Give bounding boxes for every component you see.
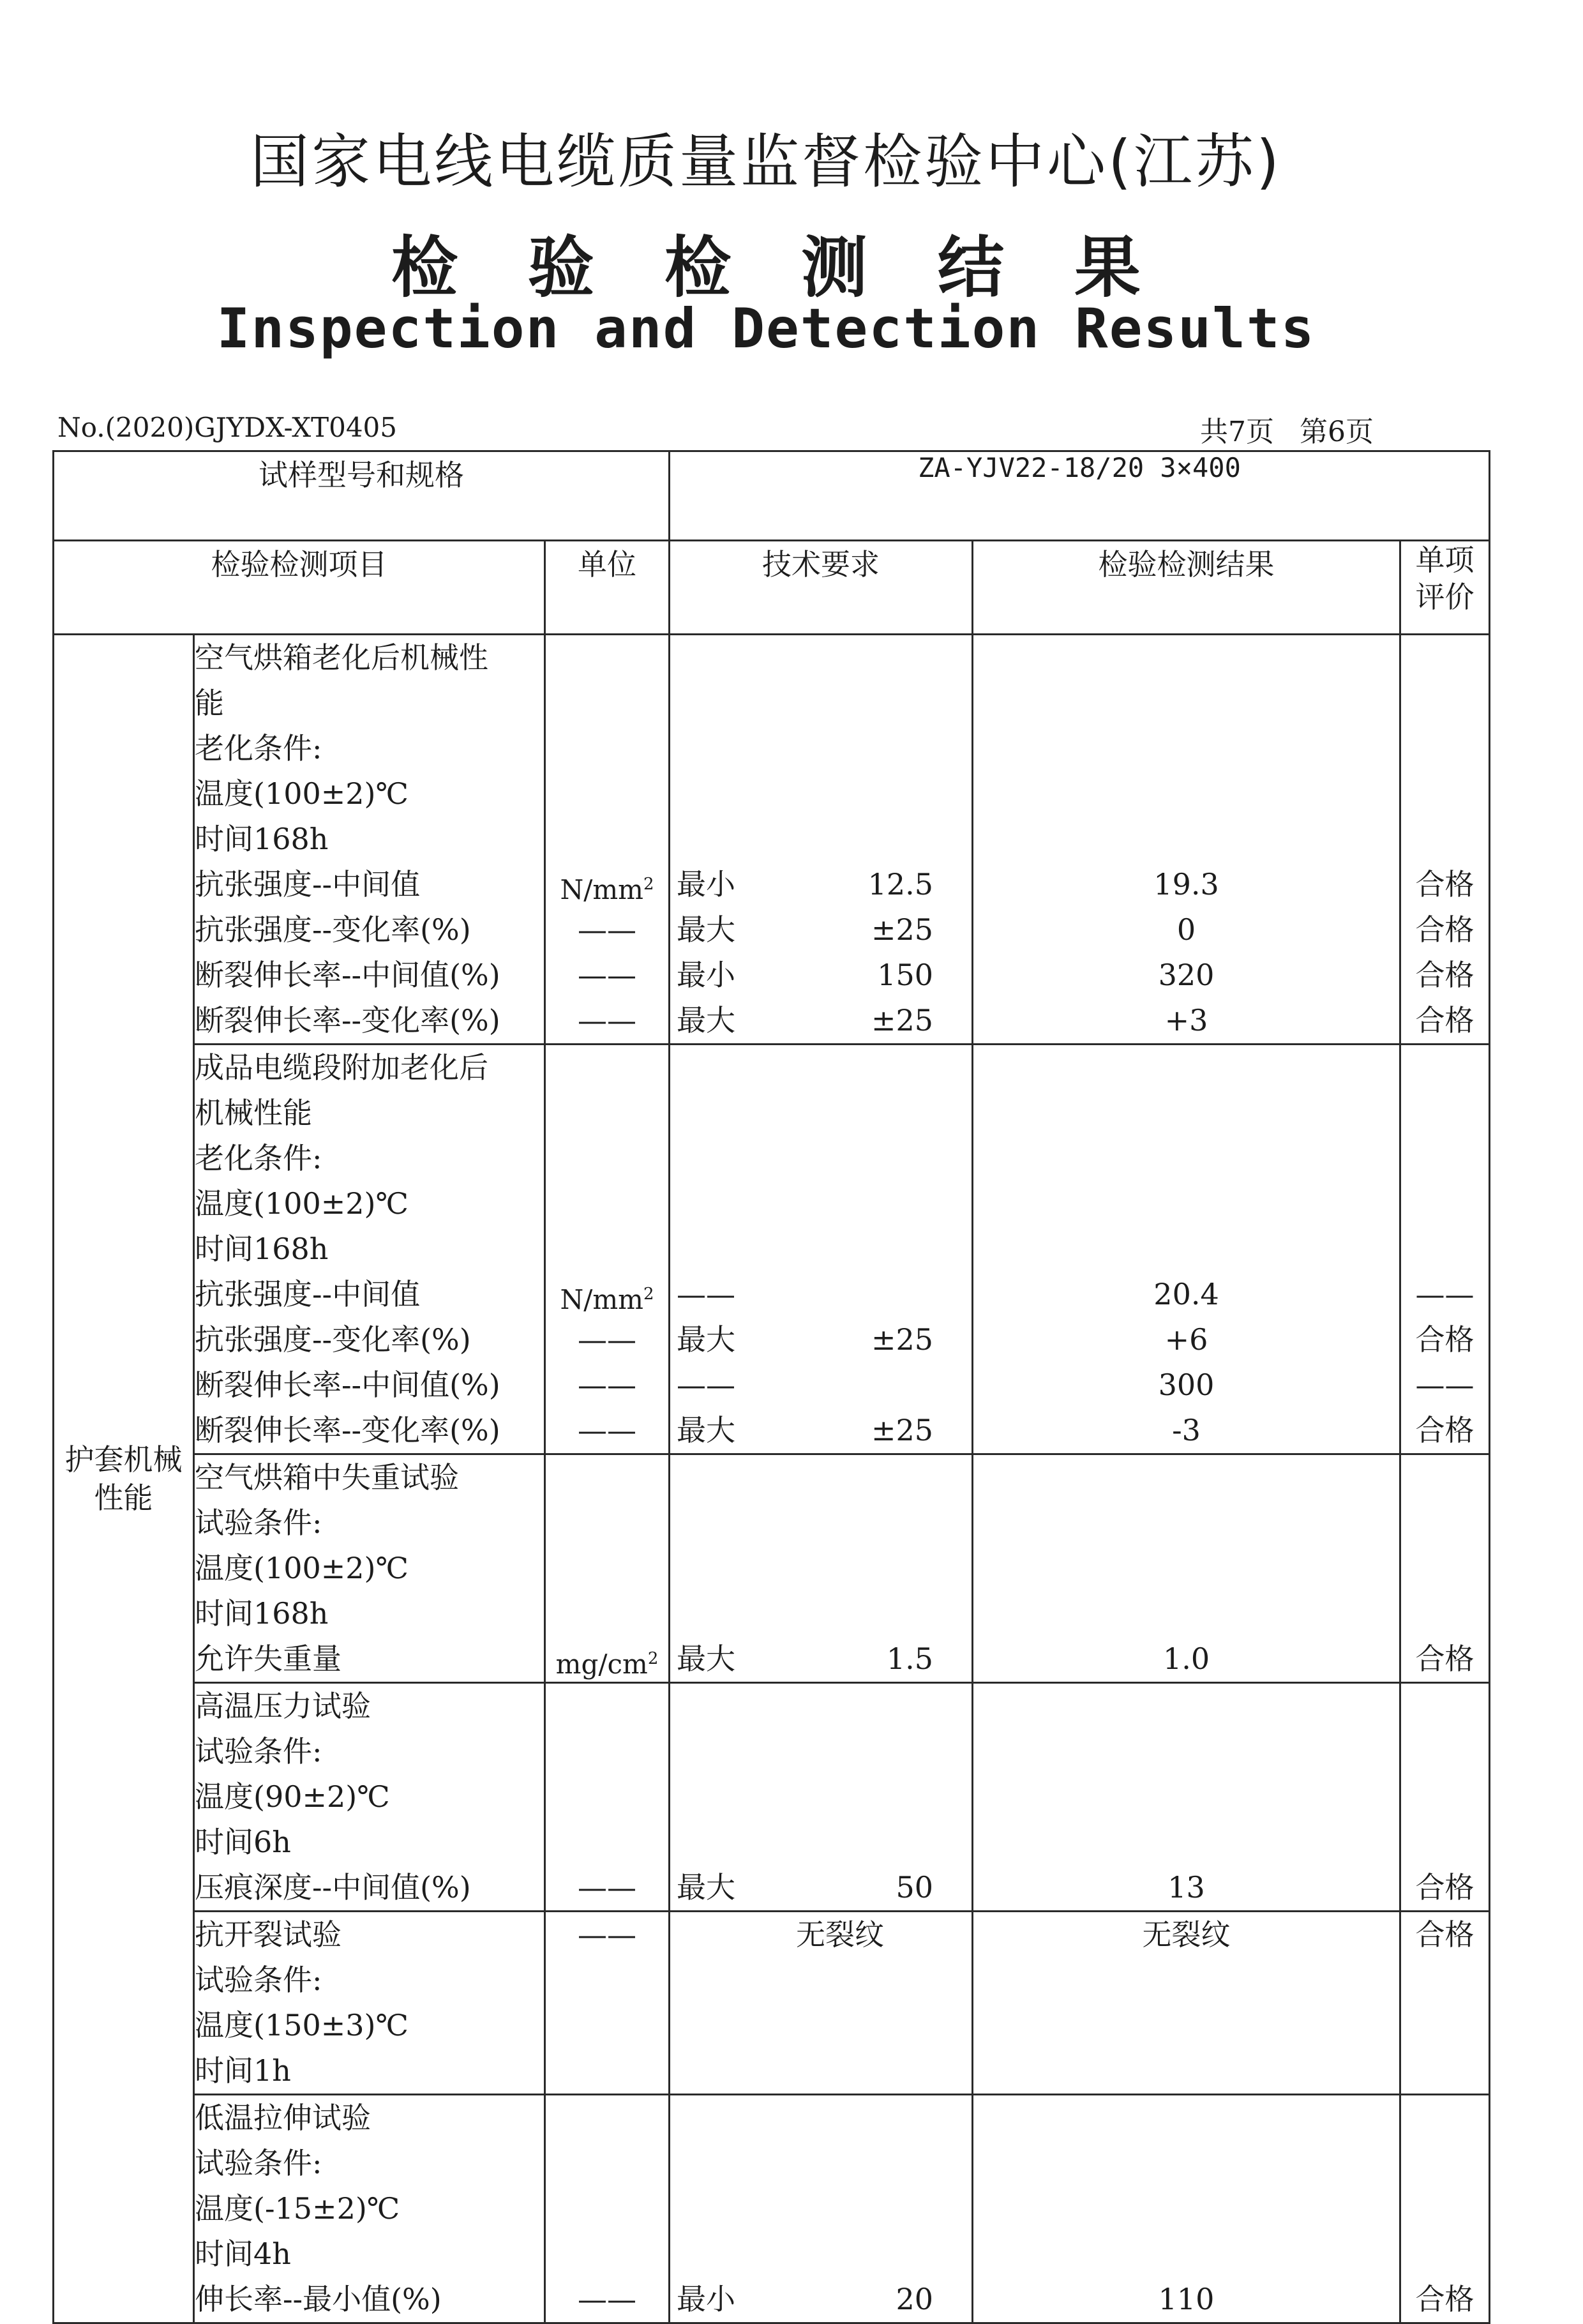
s2-r2-req-val: ±25 [871,1322,934,1357]
s6-units [545,2095,670,2323]
s6-r1-unit: —— [578,2282,636,2316]
group-label [54,635,194,2323]
s4-requirements [670,1683,973,1912]
col-eval-line2: 评价 [1415,580,1474,614]
s2-results [973,1045,1400,1454]
s5-eval: 合格 [1415,1917,1474,1952]
s3-r1-req [670,1636,972,1682]
s4-results [973,1683,1400,1912]
section-air-oven-aging [54,635,1490,1045]
s1-r2-result: 0 [1176,912,1196,947]
s3-r1-name: 允许失重量 [195,1641,341,1676]
s2-requirements [670,1045,973,1454]
s6-r1-req [670,2277,972,2322]
s2-r3-eval: —— [1415,1368,1474,1402]
group-label-line1: 护套机械 [64,1442,183,1477]
col-eval [1400,541,1490,635]
s1-condition-label: 老化条件: [195,731,322,766]
s4-r1-result: 13 [1167,1870,1205,1905]
s1-r4-result: +3 [1164,1003,1208,1038]
col-eval-line1: 单项 [1415,543,1474,577]
s2-r4-eval: 合格 [1415,1413,1474,1447]
header-row [54,541,1490,635]
total-pages: 共7页 [1200,416,1274,448]
s6-r1-name: 伸长率--最小值(%) [195,2282,442,2316]
page-number: 第6页 [1300,416,1374,448]
sample-value: ZA-YJV22-18/20 3×400 [670,451,1490,541]
s3-condition-label: 试验条件: [195,1505,322,1540]
s2-r4-unit: —— [578,1413,636,1447]
s5-req: 无裂纹 [796,1917,885,1952]
s1-r1-unit-text: N/mm [560,874,644,905]
s3-title: 空气烘箱中失重试验 [195,1460,459,1495]
s2-title-cont: 机械性能 [195,1096,312,1130]
report-title-en: Inspection and Detection Results [216,297,1316,361]
s1-r4-eval: 合格 [1415,1003,1474,1038]
s2-r3-req [670,1362,972,1408]
s2-r3-name: 断裂伸长率--中间值(%) [195,1368,500,1402]
s6-items [194,2095,545,2323]
s1-r2-unit: —— [578,912,636,947]
s5-result: 无裂纹 [1142,1917,1231,1952]
s3-temperature: 温度(100±2)℃ [195,1551,409,1585]
s2-r3-req-word: —— [677,1368,736,1402]
s3-r1-req-word: 最大 [677,1641,736,1676]
s2-r3-result: 300 [1158,1368,1215,1402]
s5-title: 抗开裂试验 [195,1917,341,1952]
section-low-temp-tensile [54,2095,1490,2323]
s2-condition-label: 老化条件: [195,1141,322,1175]
s2-r4-result: -3 [1172,1413,1201,1447]
s1-r1-result: 19.3 [1153,867,1219,902]
s4-r1-unit: —— [578,1870,636,1905]
s3-r1-result: 1.0 [1162,1641,1210,1676]
s3-items [194,1454,545,1683]
s5-condition-label: 试验条件: [195,1963,322,1997]
s1-r4-req [670,998,972,1043]
s2-temperature: 温度(100±2)℃ [195,1186,409,1221]
s5-temperature: 温度(150±3)℃ [195,2008,409,2042]
s1-r4-unit: —— [578,1003,636,1038]
section-weight-loss [54,1454,1490,1683]
s2-r2-eval: 合格 [1415,1322,1474,1357]
s1-r3-name: 断裂伸长率--中间值(%) [195,958,500,992]
s2-r4-req-val: ±25 [871,1413,934,1447]
s2-r1-result: 20.4 [1153,1277,1219,1311]
s3-r1-eval: 合格 [1415,1641,1474,1676]
s2-r4-name: 断裂伸长率--变化率(%) [195,1413,500,1447]
s2-r1-unit-text: N/mm [560,1284,644,1315]
s1-r3-req-word: 最小 [677,958,736,992]
col-req: 技术要求 [670,541,973,635]
s2-r2-req [670,1317,972,1362]
s2-time: 时间168h [195,1232,329,1266]
s1-units [545,635,670,1045]
s2-r2-name: 抗张强度--变化率(%) [195,1322,471,1357]
s1-r1-req [670,862,972,907]
s2-r1-eval: —— [1415,1277,1474,1311]
sample-label: 试样型号和规格 [54,451,670,541]
report-title-cn: 检验检测结果 [391,229,1211,306]
s4-r1-name: 压痕深度--中间值(%) [195,1870,471,1905]
s4-r1-req-word: 最大 [677,1870,736,1905]
s4-r1-eval: 合格 [1415,1870,1474,1905]
page-info [1200,409,1399,449]
s2-r4-req [670,1408,972,1453]
s4-r1-req [670,1865,972,1910]
s6-results [973,2095,1400,2323]
s2-r2-unit: —— [578,1322,636,1357]
document-number: No.(2020)GJYDX-XT0405 [57,412,397,443]
s5-time: 时间1h [195,2053,291,2088]
s3-requirements [670,1454,973,1683]
s3-units [545,1454,670,1683]
s4-temperature: 温度(90±2)℃ [195,1779,390,1814]
s2-evals [1400,1045,1490,1454]
s2-r2-req-word: 最大 [677,1322,736,1357]
s2-r2-result: +6 [1164,1322,1208,1357]
s4-units [545,1683,670,1912]
s6-evals [1400,2095,1490,2323]
section-cable-aging [54,1045,1490,1454]
s2-units [545,1045,670,1454]
s1-r4-name: 断裂伸长率--变化率(%) [195,1003,500,1038]
s5-items [194,1912,545,2095]
group-label-line2: 性能 [94,1481,153,1515]
s1-r2-req [670,907,972,953]
results-table [52,450,1490,2324]
s6-time: 时间4h [195,2237,291,2271]
s1-time: 时间168h [195,822,329,856]
s3-r1-unit: $mg/cm^2$ [555,1649,659,1680]
section-crack-resistance [54,1912,1490,2095]
s1-r4-req-word: 最大 [677,1003,736,1038]
s1-r2-req-word: 最大 [677,912,736,947]
s3-evals [1400,1454,1490,1683]
s4-title: 高温压力试验 [195,1689,371,1723]
s1-r4-req-val: ±25 [871,1003,934,1038]
s3-r1-req-val: 1.5 [886,1641,934,1676]
col-item: 检验检测项目 [54,541,545,635]
sample-row [54,451,1490,541]
s4-items [194,1683,545,1912]
s2-r1-req-word: —— [677,1277,736,1311]
s2-r4-req-word: 最大 [677,1413,736,1447]
s6-r1-req-word: 最小 [677,2282,736,2316]
s1-r2-eval: 合格 [1415,912,1474,947]
s6-r1-result: 110 [1158,2282,1215,2316]
s1-r3-req-val: 150 [877,958,934,992]
s2-r3-unit: —— [578,1368,636,1402]
s1-requirements [670,635,973,1045]
s3-r1-unit-text: mg/cm [555,1649,648,1680]
s1-r3-unit: —— [578,958,636,992]
s1-r1-unit: $N/mm^2$ [560,874,654,905]
s1-r3-req [670,953,972,998]
s2-r1-req [670,1272,972,1317]
s4-condition-label: 试验条件: [195,1734,322,1769]
s1-r1-eval: 合格 [1415,867,1474,902]
s5-evals [1400,1912,1490,2095]
s5-units [545,1912,670,2095]
s2-r1-name: 抗张强度--中间值 [195,1277,421,1311]
org-title: 国家电线电缆质量监督检验中心(江苏) [250,128,1282,196]
s1-results [973,635,1400,1045]
s1-temperature: 温度(100±2)℃ [195,776,409,811]
s1-r2-req-val: ±25 [871,912,934,947]
s1-title: 空气烘箱老化后机械性 [195,640,488,675]
s2-title: 成品电缆段附加老化后 [195,1050,488,1085]
s6-requirements [670,2095,973,2323]
s1-title-cont: 能 [195,686,224,720]
col-result: 检验检测结果 [973,541,1400,635]
s1-r1-req-val: 12.5 [867,867,934,902]
s2-r1-unit: $N/mm^2$ [560,1284,654,1315]
s2-items [194,1045,545,1454]
section-high-temp-pressure [54,1683,1490,1912]
s1-r3-result: 320 [1158,958,1215,992]
s3-time: 时间168h [195,1596,329,1631]
s6-r1-req-val: 20 [896,2282,934,2316]
s6-condition-label: 试验条件: [195,2146,322,2180]
s3-results [973,1454,1400,1683]
s6-temperature: 温度(-15±2)℃ [195,2191,400,2226]
s5-results [973,1912,1400,2095]
s5-requirements [670,1912,973,2095]
s1-items [194,635,545,1045]
s1-r1-req-word: 最小 [677,867,736,902]
s1-r1-name: 抗张强度--中间值 [195,867,421,902]
s1-r2-name: 抗张强度--变化率(%) [195,912,471,947]
s4-r1-req-val: 50 [896,1870,934,1905]
s1-r3-eval: 合格 [1415,958,1474,992]
s5-unit: —— [578,1917,636,1952]
col-unit: 单位 [545,541,670,635]
s6-r1-eval: 合格 [1415,2282,1474,2316]
s6-title: 低温拉伸试验 [195,2101,371,2135]
s4-time: 时间6h [195,1825,291,1859]
s1-evals [1400,635,1490,1045]
s4-evals [1400,1683,1490,1912]
